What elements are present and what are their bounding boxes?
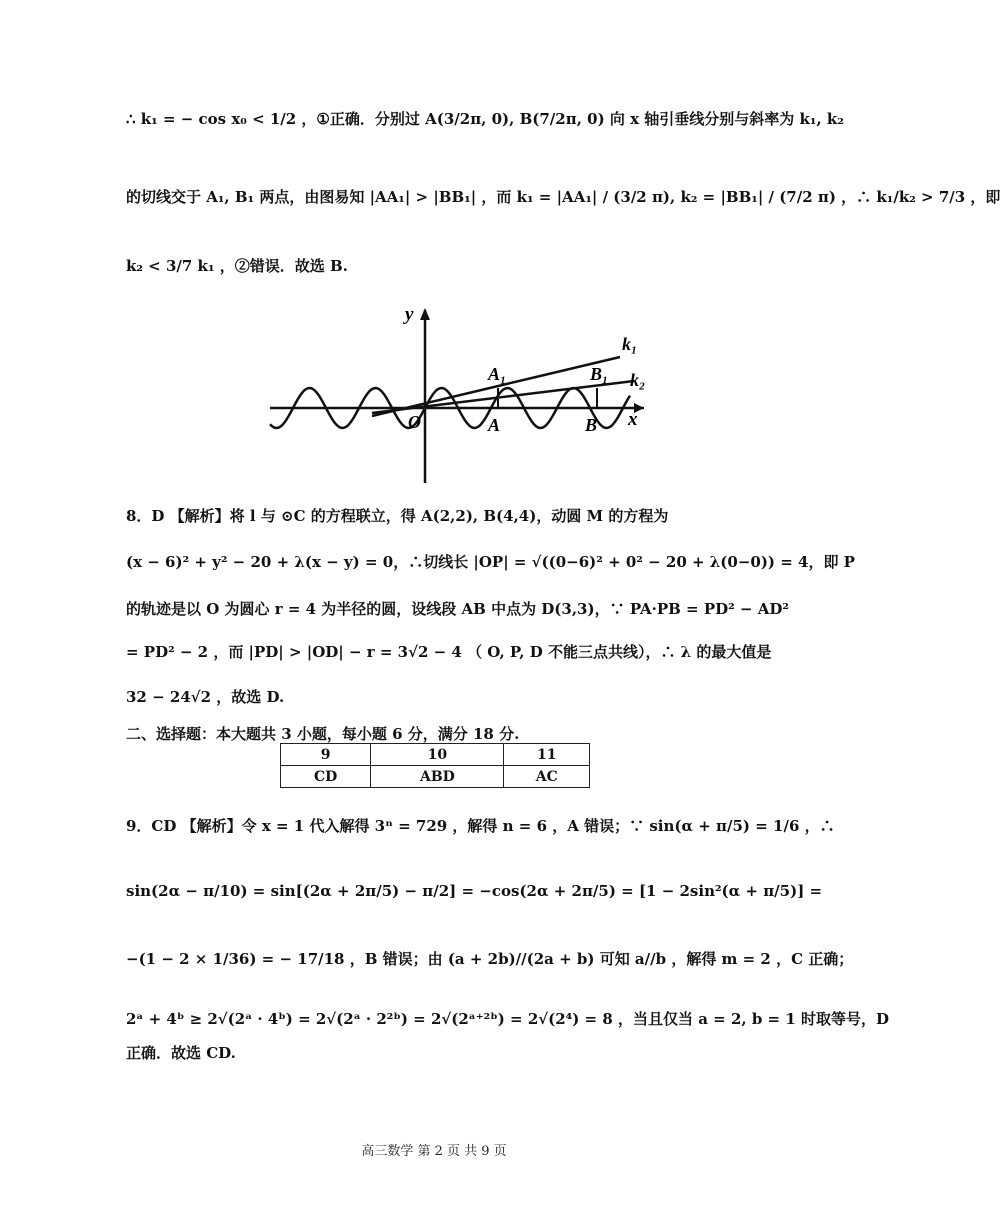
point-b1-label: B₁: [590, 364, 609, 384]
y-axis-arrow: [420, 308, 430, 320]
answer-table-answer-11: AC: [504, 766, 590, 788]
line-k2-label: k₂: [630, 370, 646, 390]
answer-table-answer-10: ABD: [371, 766, 504, 788]
answer-table-header-10: 10: [371, 744, 504, 766]
answer-table-header-9: 9: [281, 744, 371, 766]
answer-table-header-11: 11: [504, 744, 590, 766]
q8-line-1: 8．D 【解析】将 l 与 ⊙C 的方程联立，得 A(2,2), B(4,4)，动圆 M 的方程为: [126, 507, 669, 525]
line-k1-label: k₁: [622, 334, 638, 354]
y-axis-label: y: [405, 304, 414, 325]
section-2-title: 二、选择题：本大题共 3 小题，每小题 6 分，满分 18 分.: [126, 725, 520, 743]
q9-line-2: sin(2α − π/10) = sin[(2α + 2π/5) − π/2] = −cos(2α + 2π/5) = [1 − 2sin²(α + π/5)] =: [126, 882, 823, 900]
answer-table-header-row: [281, 744, 590, 766]
x-axis-label: x: [628, 409, 638, 430]
q9-line-3: −(1 − 2 × 1/36) = − 17/18 ，B 错误；由 (a + 2b)//(2a + b) 可知 a//b ，解得 m = 2 ，C 正确；: [126, 950, 854, 968]
q9-line-4: 2ᵃ + 4ᵇ ≥ 2√(2ᵃ · 4ᵇ) = 2√(2ᵃ · 2²ᵇ) = 2√(2ᵃ⁺²ᵇ) = 2√(2⁴) = 8 ，当且仅当 a = 2, b = 1 时取等号，D: [126, 1010, 890, 1028]
answer-table: [280, 743, 590, 788]
q7-line-3: k₂ < 3/7 k₁ ，②错误．故选 B.: [126, 257, 348, 275]
q7-line-2: 的切线交于 A₁, B₁ 两点，由图易知 |AA₁| > |BB₁| ，而 k₁ = |AA₁| / (3/2 π), k₂ = |BB₁| / (7/2 π) ，∴ k₁/k₂ > 7/3 ，即: [126, 188, 1000, 206]
point-a1-label: A₁: [488, 364, 507, 384]
q8-line-5: 32 − 24√2 ，故选 D.: [126, 688, 285, 706]
answer-table-answer-row: [281, 766, 590, 788]
q8-line-2: (x − 6)² + y² − 20 + λ(x − y) = 0，∴切线长 |OP| = √((0−6)² + 0² − 20 + λ(0−0)) = 4，即 P: [126, 553, 855, 571]
q8-line-3: 的轨迹是以 O 为圆心 r = 4 为半径的圆，设线段 AB 中点为 D(3,3)，∵ PA·PB = PD² − AD²: [126, 600, 789, 618]
sine-tangent-figure: [262, 300, 652, 490]
q9-line-5: 正确．故选 CD.: [126, 1044, 236, 1062]
q9-line-1: 9．CD 【解析】令 x = 1 代入解得 3ⁿ = 729 ，解得 n = 6 ，A 错误；∵ sin(α + π/5) = 1/6 ，∴: [126, 817, 835, 835]
origin-label: O: [408, 412, 421, 432]
point-b-label: B: [585, 415, 598, 435]
page-footer: 高三数学 第 2 页 共 9 页: [361, 1144, 507, 1159]
answer-table-answer-9: CD: [281, 766, 371, 788]
q7-line-1: ∴ k₁ = − cos x₀ < 1/2 ，①正确．分别过 A(3/2π, 0), B(7/2π, 0) 向 x 轴引垂线分别与斜率为 k₁, k₂: [126, 110, 844, 128]
point-a-label: A: [488, 415, 501, 435]
q8-line-4: = PD² − 2 ，而 |PD| > |OD| − r = 3√2 − 4 （ O, P, D 不能三点共线），∴ λ 的最大值是: [126, 643, 772, 661]
